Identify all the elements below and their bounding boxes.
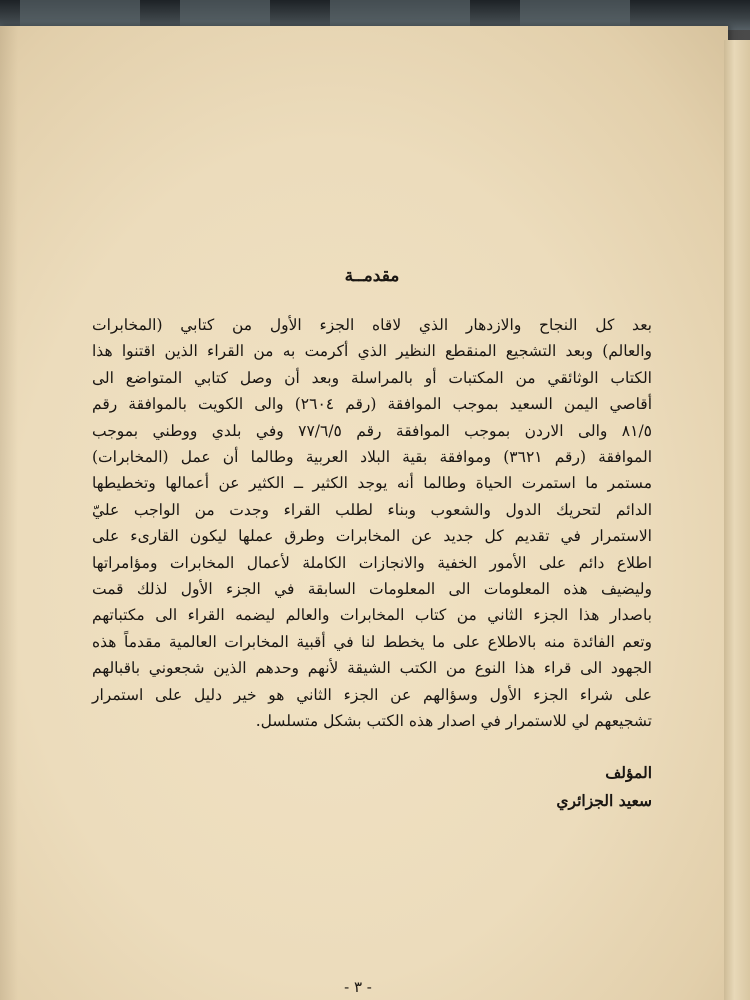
text-line: اطلاع دائم على الأمور الخفية والانجازات الكاملة لأعمال المخابرات ومؤامراتها [92,553,652,572]
text-line: تشجيعهم لي للاستمرار في اصدار هذه الكتب بشكل متسلسل. [255,712,652,731]
signature-block [92,759,652,815]
text-line: الجهود الى قراء هذا النوع من الكتب الشيقة لأنهم وحدهم الذين شجعوني باقبالهم [92,659,652,678]
page-edge [724,40,750,1000]
book-spine [180,0,270,26]
text-line: والعالم) وبعد التشجيع المنقطع النظير الذي أكرمت به من القراء الذين اقتنوا هذا [92,342,652,361]
text-line: على شراء الجزء الأول وسؤالهم عن الجزء الثاني هو خير دليل على استمرار [92,685,652,704]
text-line: وليضيف هذه المعلومات الى المعلومات السابقة في الجزء الأول لذلك قمت [92,580,652,599]
page-shadow [0,26,18,1000]
book-spine [20,0,140,26]
text-line: الكتاب الوثائقي من المكتبات أو بالمراسلة وبعد أن وصل كتابي المتواضع الى [92,368,652,387]
text-line: أقاصي اليمن السعيد بموجب الموافقة (رقم ٢٦٠٤) والى الكويت بالموافقة رقم [92,395,653,414]
page-title: مقدمــة [344,266,400,286]
introduction-paragraph [92,312,652,735]
text-line: مستمر ما استمرت الحياة وطالما أنه يوجد الكثير ــ الكثير عن أعمالها وتخطيطها [92,474,652,493]
text-line: وتعم الفائدة منه بالاطلاع على ما يخطط لنا في أقبية المخابرات العالمية مقدماً هذه [92,632,652,651]
author-label: المؤلف [605,762,652,782]
text-line: الموافقة (رقم ٣٦٢١) وموافقة بقية البلاد العربية وطالما أن عمل (المخابرات) [92,448,652,467]
page-content [92,266,652,815]
book-spine [520,0,630,26]
text-line: الدائم لتحريك الدول والشعوب وبناء لطلب القراء وجدت من الواجب عليّ [92,500,652,519]
text-line: باصدار هذا الجزء الثاني من كتاب المخابرات والعالم ليضمه القراء الى مكتباتهم [92,606,652,625]
text-line: بعد كل النجاح والازدهار الذي لاقاه الجزء الأول من كتابي (المخابرات [92,316,652,334]
text-line: الاستمرار في تقديم كل جديد عن المخابرات وطرق عملها ليكون القارىء على [92,527,652,546]
author-name: سعيد الجزائري [556,790,652,810]
book-spine [330,0,470,26]
page-number: - ٣ - [344,978,372,996]
text-line: ٨١/٥ والى الاردن بموجب الموافقة رقم ٧٧/٦/٥ وفي بلدي ووطني بموجب [92,421,652,440]
